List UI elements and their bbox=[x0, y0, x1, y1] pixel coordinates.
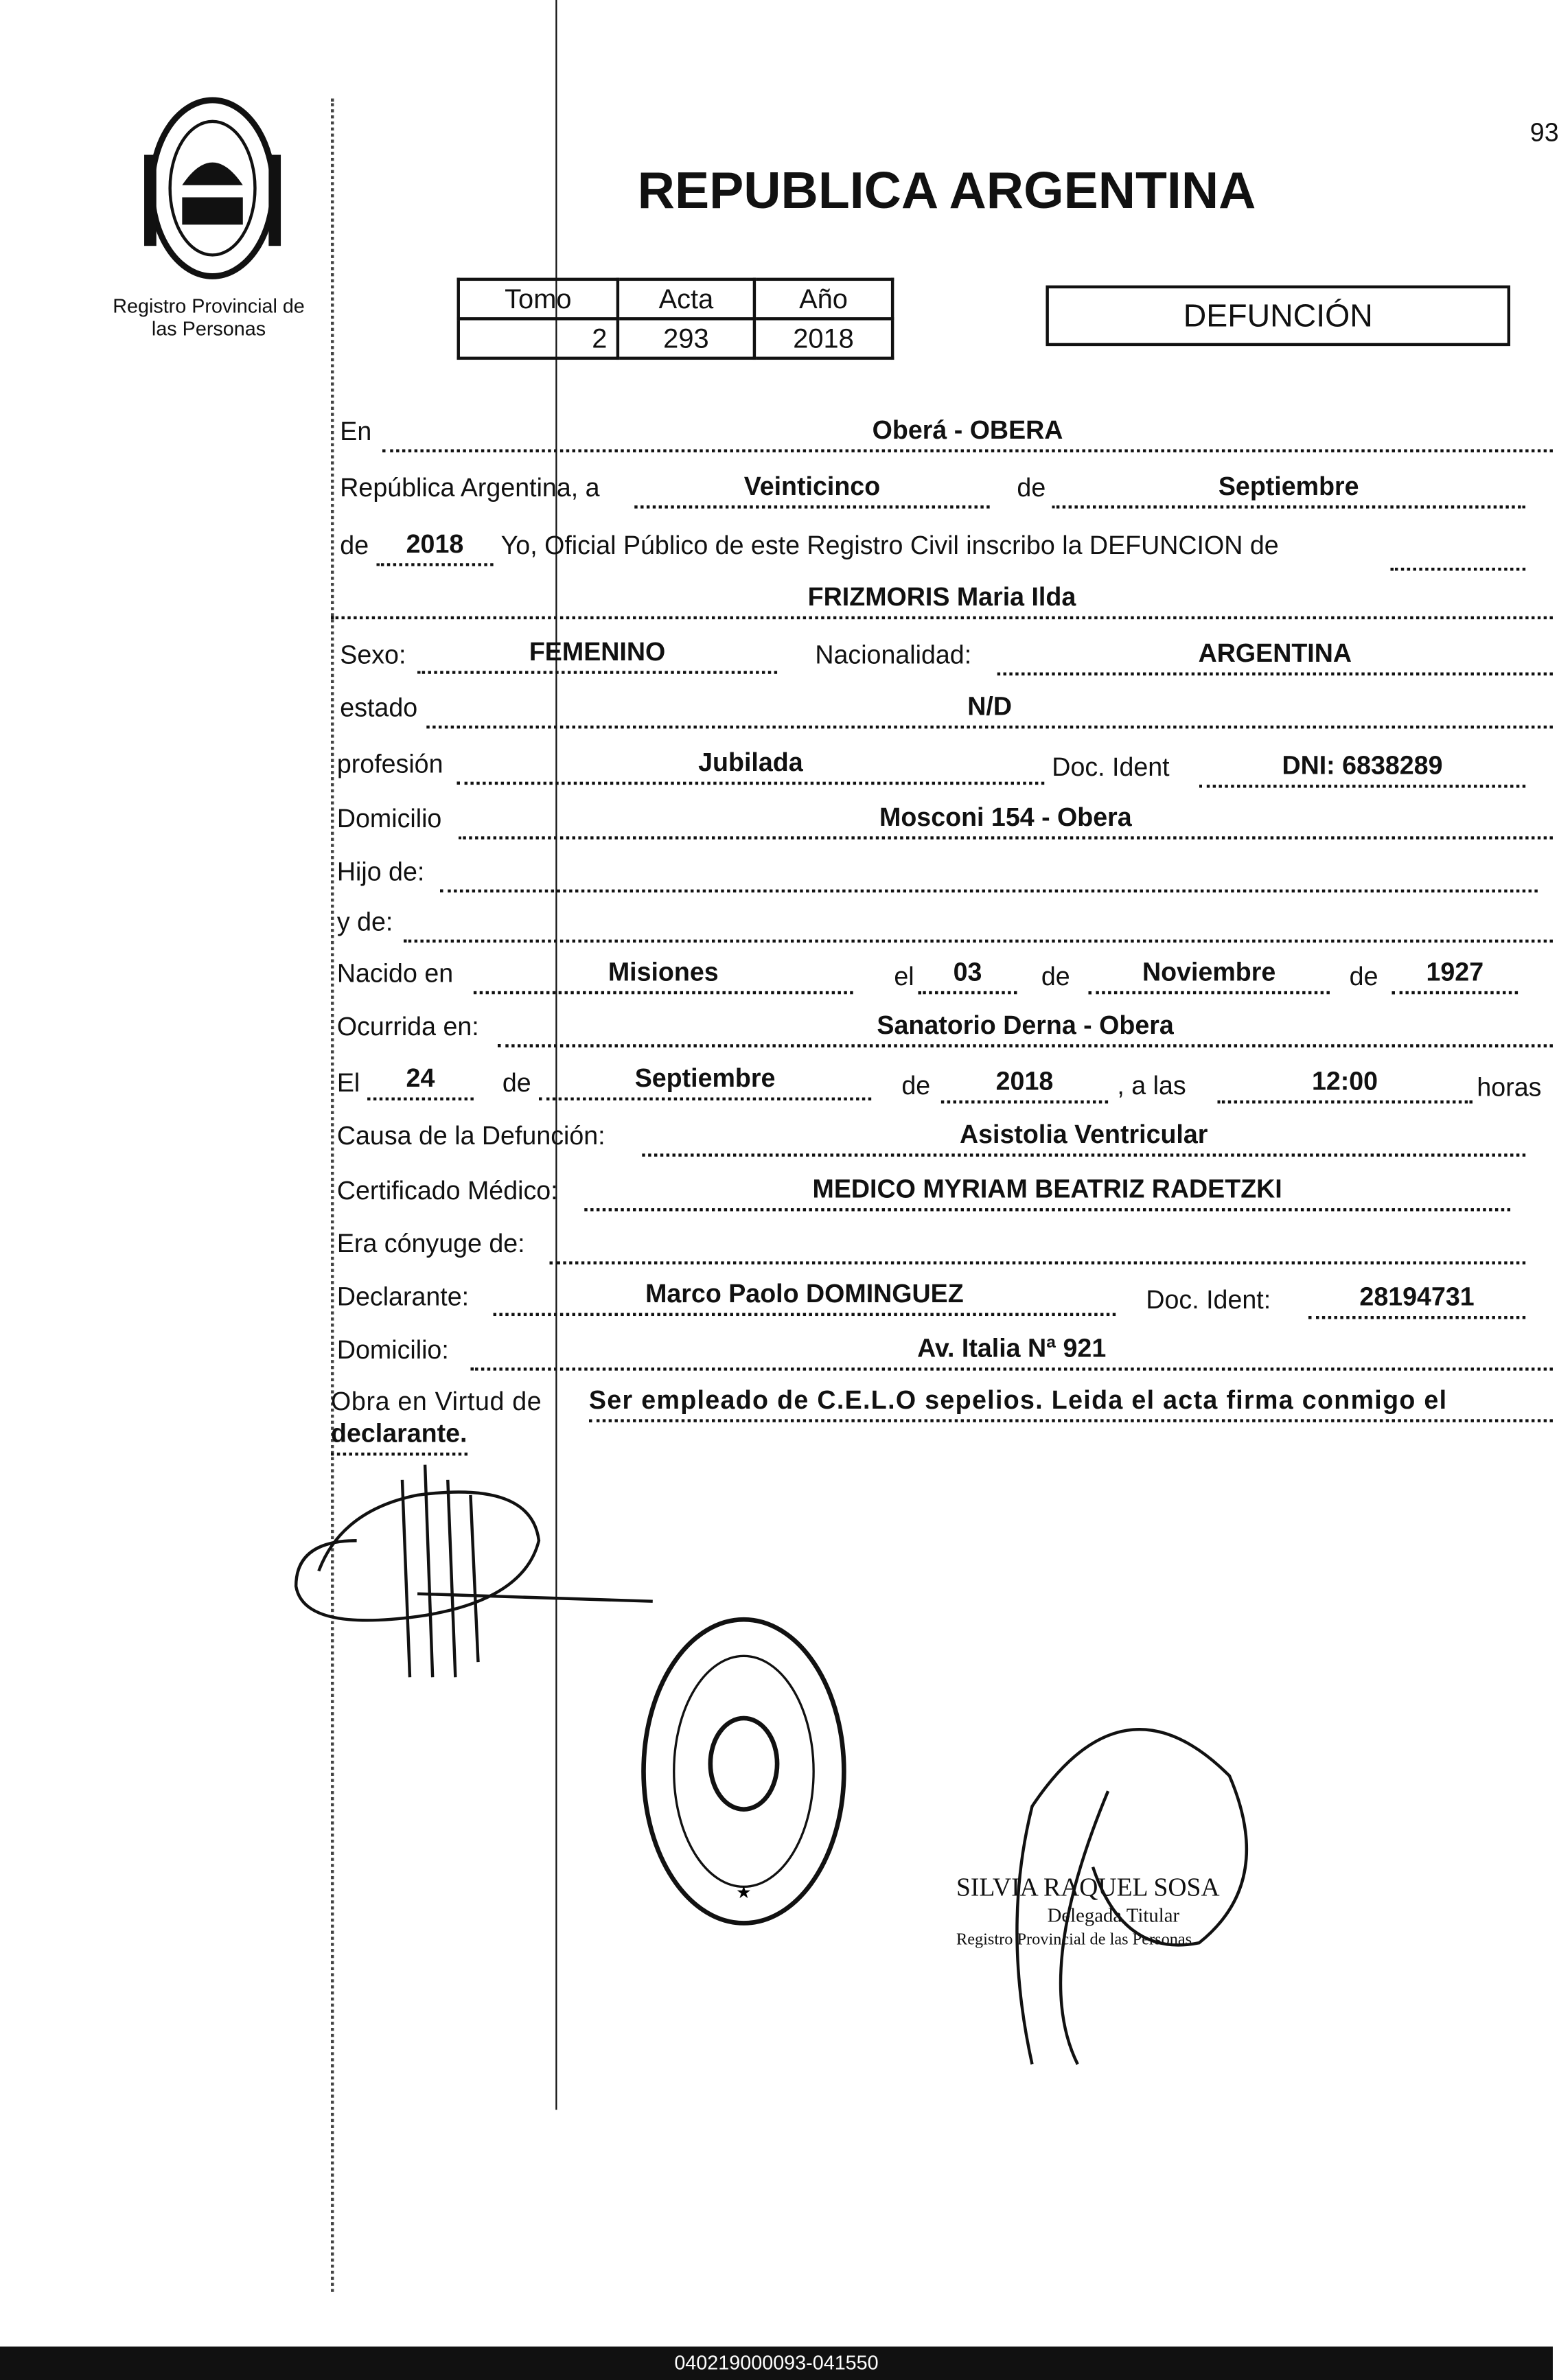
value-declarant-doc: 28194731 bbox=[1308, 1282, 1525, 1319]
label-de: de bbox=[1017, 473, 1046, 502]
value-declarant: Marco Paolo DOMINGUEZ bbox=[494, 1280, 1116, 1316]
value-deceased-name: FRIZMORIS Maria Ilda bbox=[331, 583, 1553, 619]
page-title: REPUBLICA ARGENTINA bbox=[637, 162, 1256, 220]
svg-text:★: ★ bbox=[737, 1883, 751, 1901]
label-doc-ident: Doc. Ident bbox=[1052, 752, 1170, 782]
label-sexo: Sexo: bbox=[340, 640, 406, 670]
label-y-de: y de: bbox=[336, 908, 393, 937]
value-acta: 293 bbox=[618, 319, 754, 358]
value-death-day: 24 bbox=[367, 1064, 474, 1100]
label-el-2: El bbox=[336, 1068, 360, 1098]
label-republica: República Argentina, a bbox=[340, 473, 600, 502]
blank-line bbox=[1390, 534, 1525, 570]
label-a-las: , a las bbox=[1117, 1072, 1186, 1101]
value-medical-certificate: MEDICO MYRIAM BEATRIZ RADETZKI bbox=[584, 1175, 1510, 1211]
label-nacionalidad: Nacionalidad: bbox=[815, 640, 972, 670]
value-address: Mosconi 154 - Obera bbox=[459, 803, 1553, 840]
label-ocurrida-en: Ocurrida en: bbox=[336, 1012, 479, 1041]
signatory-org: Registro Provincial de las Personas bbox=[956, 1930, 1192, 1950]
label-declarante: Declarante: bbox=[336, 1282, 470, 1312]
value-death-time: 12:00 bbox=[1217, 1067, 1472, 1103]
label-conyuge: Era cónyuge de: bbox=[336, 1229, 525, 1259]
label-el: el bbox=[894, 962, 914, 991]
province-coat-of-arms-logo bbox=[129, 94, 296, 284]
footer-barcode-code: 040219000093-041550 bbox=[0, 2346, 1553, 2380]
value-declarant-address: Av. Italia Nª 921 bbox=[470, 1335, 1553, 1371]
value-reason-2: declarante. bbox=[331, 1419, 467, 1455]
label-doc-ident-2: Doc. Ident: bbox=[1146, 1285, 1271, 1315]
header-tomo: Tomo bbox=[459, 279, 618, 319]
label-de-3: de bbox=[1041, 962, 1070, 991]
header-anio: Año bbox=[754, 279, 892, 319]
value-cause: Asistolia Ventricular bbox=[642, 1120, 1525, 1157]
document-type: DEFUNCIÓN bbox=[1046, 286, 1510, 346]
value-anio: 2018 bbox=[754, 319, 892, 358]
label-de-5: de bbox=[502, 1068, 531, 1098]
label-domicilio: Domicilio bbox=[336, 804, 442, 833]
value-birth-day: 03 bbox=[919, 958, 1017, 994]
header-acta: Acta bbox=[618, 279, 754, 319]
value-day: Veinticinco bbox=[634, 472, 989, 509]
label-obra: Obra en Virtud de bbox=[331, 1387, 542, 1416]
value-month: Septiembre bbox=[1052, 472, 1525, 509]
label-en: En bbox=[340, 417, 372, 447]
margin-line bbox=[331, 99, 334, 2292]
declarant-signature bbox=[281, 1450, 675, 1708]
value-birth-year: 1927 bbox=[1392, 958, 1518, 994]
label-estado: estado bbox=[340, 693, 418, 723]
record-table bbox=[457, 278, 894, 360]
label-causa: Causa de la Defunción: bbox=[336, 1122, 605, 1151]
label-de-6: de bbox=[901, 1072, 931, 1101]
delegation-seal bbox=[638, 1612, 851, 1930]
value-year: 2018 bbox=[376, 530, 493, 566]
registry-name: Registro Provincial de bbox=[113, 294, 305, 318]
value-civil-status: N/D bbox=[426, 692, 1553, 728]
label-yo: Yo, Oficial Público de este Registro Civil inscribo la DEFUNCION de bbox=[500, 531, 1279, 560]
blank-mother bbox=[404, 906, 1553, 943]
value-dni: DNI: 6838289 bbox=[1199, 751, 1525, 787]
label-de-4: de bbox=[1349, 962, 1378, 991]
signatory-role: Delegada Titular bbox=[1047, 1903, 1180, 1926]
blank-father bbox=[440, 856, 1538, 892]
label-de-2: de bbox=[340, 531, 369, 560]
label-domicilio-2: Domicilio: bbox=[336, 1335, 449, 1365]
registry-name-2: las Personas bbox=[151, 317, 266, 340]
value-death-year: 2018 bbox=[941, 1067, 1108, 1103]
label-horas: horas bbox=[1477, 1073, 1542, 1102]
label-profesion: profesión bbox=[336, 750, 443, 779]
value-profession: Jubilada bbox=[457, 748, 1045, 785]
value-place: Oberá - OBERA bbox=[382, 416, 1553, 452]
value-death-place: Sanatorio Derna - Obera bbox=[498, 1011, 1553, 1048]
value-tomo: 2 bbox=[459, 319, 618, 358]
value-reason: Ser empleado de C.E.L.O sepelios. Leida el acta firma conmigo el bbox=[589, 1386, 1553, 1422]
signatory-name: SILVIA RAQUEL SOSA bbox=[956, 1873, 1220, 1902]
value-birth-place: Misiones bbox=[474, 958, 853, 994]
value-sex: FEMENINO bbox=[417, 638, 777, 674]
value-birth-month: Noviembre bbox=[1088, 958, 1330, 994]
blank-spouse bbox=[549, 1228, 1525, 1264]
label-nacido-en: Nacido en bbox=[336, 959, 454, 989]
value-death-month: Septiembre bbox=[539, 1064, 871, 1100]
label-hijo-de: Hijo de: bbox=[336, 857, 425, 887]
label-certificado: Certificado Médico: bbox=[336, 1176, 558, 1205]
value-nationality: ARGENTINA bbox=[997, 639, 1553, 675]
page-number: 93 bbox=[1529, 118, 1559, 148]
